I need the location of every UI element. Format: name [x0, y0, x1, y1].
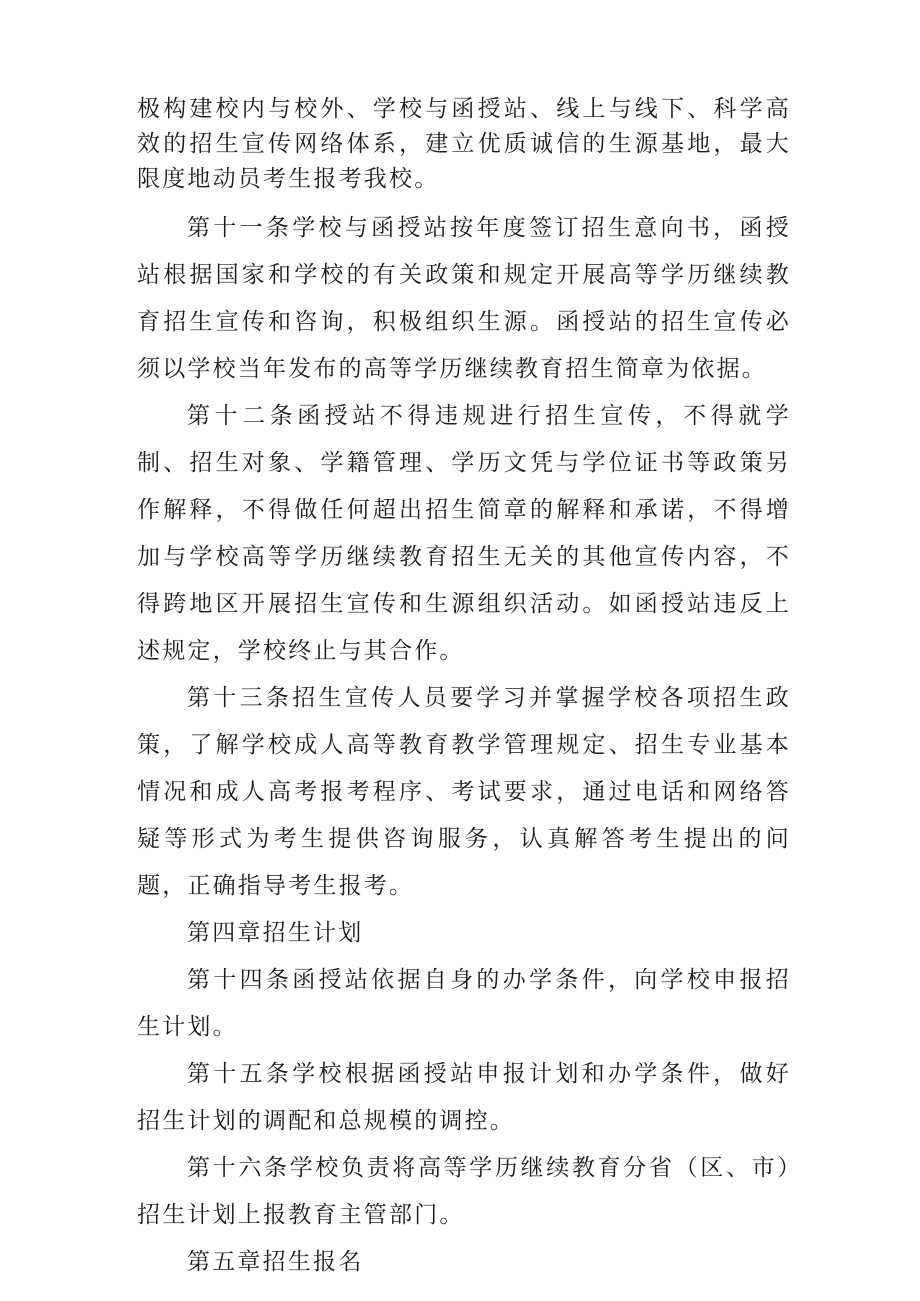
chapter-5-heading: 第五章招生报名: [187, 1249, 364, 1275]
document-body: [137, 92, 791, 1286]
article-14-paragraph: 第十四条函授站依据自身的办学条件，向学校申报招生计划。: [137, 967, 791, 1040]
paragraph-continuation: 极构建校内与校外、学校与函授站、线上与线下、科学高效的招生宣传网络体系，建立优质诚信的生源基地，最大限度地动员考生报考我校。: [137, 96, 791, 192]
article-16-paragraph: 第十六条学校负责将高等学历继续教育分省（区、市）招生计划上报教育主管部门。: [137, 1155, 791, 1228]
article-13-paragraph: 第十三条招生宣传人员要学习并掌握学校各项招生政策，了解学校成人高等教育教学管理规定、招生专业基本情况和成人高考报考程序、考试要求，通过电话和网络答疑等形式为考生提供咨询服务，认真解答考生提出的问题，正确指导考生报考。: [137, 685, 791, 899]
article-12-paragraph: 第十二条函授站不得违规进行招生宣传，不得就学制、招生对象、学籍管理、学历文凭与学位证书等政策另作解释，不得做任何超出招生简章的解释和承诺，不得增加与学校高等学历继续教育招生无关的其他宣传内容，不得跨地区开展招生宣传和生源组织活动。如函授站违反上述规定，学校终止与其合作。: [137, 403, 791, 664]
chapter-4-heading: 第四章招生计划: [187, 920, 364, 946]
article-15-paragraph: 第十五条学校根据函授站申报计划和办学条件，做好招生计划的调配和总规模的调控。: [137, 1061, 791, 1134]
article-11-paragraph: 第十一条学校与函授站按年度签订招生意向书，函授站根据国家和学校的有关政策和规定开展高等学历继续教育招生宣传和咨询，积极组织生源。函授站的招生宣传必须以学校当年发布的高等学历继续教育招生简章为依据。: [137, 215, 791, 382]
